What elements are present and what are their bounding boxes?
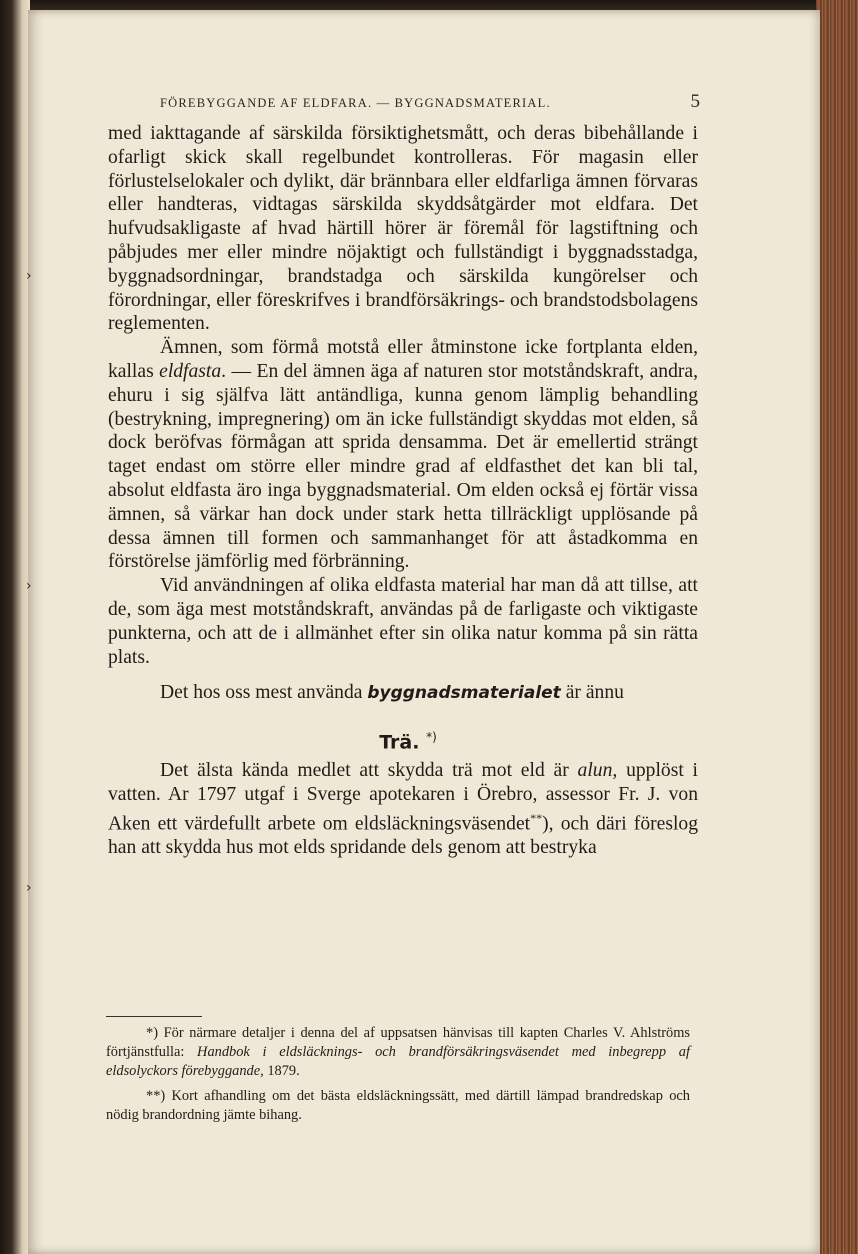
footnote-1-text: För närmare detaljer i denna del af uppsatsen hänvisas till kapten Charles V. Ahlströms förtjänstfulla: bbox=[106, 1025, 690, 1060]
section-title-text: Trä. bbox=[379, 731, 420, 754]
paragraph-4-text-a: Det hos oss mest använda bbox=[160, 682, 363, 704]
footnote-ref-2: ** bbox=[530, 810, 543, 825]
paragraph-2-text-b: . — En del ämnen äga af naturen stor motståndskraft, andra, ehuru i sig själfva lätt antändliga, kunna genom lämplig behandling (bestrykning, impregnering) om än icke fullständigt skyddas mot elden, så dock beröfvas förmågan att sprida densamma. Det är emellertid strängt taget endast om större eller mindre grad af eldfasthet det kan bli tal, absolut eldfasta äro inga byggnadsmaterial. Om elden också ej förtär vissa ämnen, så värkar han dock under stark hetta tillräckligt upplösande på dessa ämnen till formen och sammanhanget för att åstadkomma en förstörelse jämförlig med förbränning. bbox=[108, 360, 698, 573]
section-title-footnote-mark: *) bbox=[426, 730, 437, 745]
paragraph-5-text-a: Det älsta kända medlet att skydda trä mot eld är bbox=[160, 760, 569, 782]
term-byggnadsmaterialet: byggnadsmaterialet bbox=[367, 683, 561, 704]
footnote-1-year: 1879. bbox=[267, 1063, 300, 1079]
paragraph-2 bbox=[108, 336, 698, 574]
footnote-2-text: Kort afhandling om det bästa eldsläckningssätt, med därtill lämpad brandredskap och nödig brandordning jämte bihang. bbox=[106, 1088, 690, 1123]
footnote-1 bbox=[106, 1024, 690, 1081]
running-header bbox=[160, 91, 700, 114]
term-alun: alun, bbox=[577, 760, 618, 782]
footnotes bbox=[106, 1024, 690, 1125]
margin-mark: › bbox=[26, 268, 32, 284]
running-title: FÖREBYGGANDE AF ELDFARA. — BYGGNADSMATERIAL. bbox=[160, 96, 551, 110]
section-title bbox=[108, 726, 698, 755]
paragraph-5 bbox=[108, 759, 698, 860]
footnote-1-book-title: Handbok i eldsläcknings- och brandförsäkringsväsendet med inbegrepp af eldsolyckors förebyggande, bbox=[106, 1044, 690, 1079]
footnote-1-mark: *) bbox=[146, 1025, 158, 1041]
paragraph-4-text-b: är ännu bbox=[565, 682, 624, 704]
book-gutter bbox=[0, 0, 30, 1254]
footnote-2-mark: **) bbox=[146, 1088, 166, 1104]
term-eldfasta: eldfasta bbox=[159, 360, 222, 382]
page-number: 5 bbox=[690, 91, 700, 112]
paragraph-5-text-b: upplöst i vatten. Ar 1797 utgaf i Sverge apotekaren i Örebro, assessor Fr. J. von Aken ett värdefullt arbete om eldsläckningsväsendet bbox=[108, 760, 699, 835]
margin-mark: › bbox=[26, 578, 32, 594]
paragraph-3: Vid användningen af olika eldfasta material har man då att tillse, att de, som äga mest motståndskraft, användas på de farligaste och viktigaste punkterna, och att de i allmänhet efter sin olika natur komma på sin rätta plats. bbox=[108, 575, 698, 668]
paragraph-1: med iakttagande af särskilda försiktighetsmått, och deras bibehållande i ofarligt skick skall regelbundet kontrolleras. För magasin eller förlustelselokaler och dylikt, där brännbara eller eldfarliga ämnen förvaras eller handteras, vidtagas särskilda skyddsåtgärder mot eldfara. Det hufvudsakligaste af hvad härtill hörer är föremål för lagstiftning och påbjudes mer eller mindre nöjaktigt och fullständigt i byggnadsstadga, byggnadsordningar, brandstadga och särskilda kungörelser och förordningar, eller föreskrifves i brandförsäkrings- och brandstodsbolagens reglementen. bbox=[108, 123, 698, 335]
footnote-rule bbox=[106, 1016, 202, 1017]
margin-mark: › bbox=[26, 880, 32, 896]
book-page-edges bbox=[816, 0, 858, 1254]
paragraph-4 bbox=[108, 681, 698, 706]
body-text bbox=[108, 122, 698, 860]
paragraph-5-text-c: ), och däri föreslog han att skydda hus mot elds spridande dels genom att bestryka bbox=[108, 813, 699, 859]
footnote-2 bbox=[106, 1087, 690, 1125]
paragraph-2-text-a: Ämnen, som förmå motstå eller åtminstone icke fortplanta elden, kallas bbox=[108, 337, 698, 382]
